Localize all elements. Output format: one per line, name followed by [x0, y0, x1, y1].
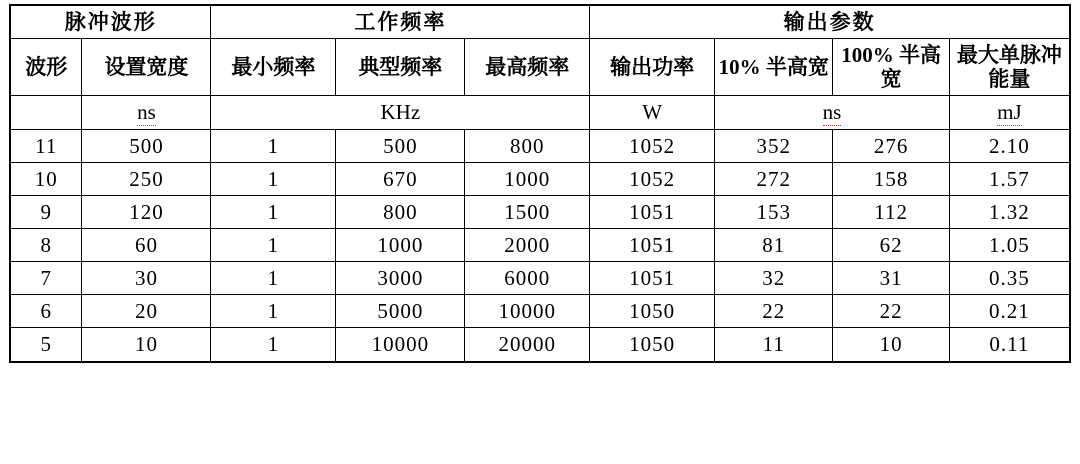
table-cell: 1000 — [336, 228, 465, 261]
group-header-cell: 输出参数 — [590, 5, 1070, 39]
unit-cell: KHz — [211, 96, 590, 129]
table-cell: 1 — [211, 129, 336, 162]
table-cell: 1 — [211, 295, 336, 328]
unit-cell: W — [590, 96, 715, 129]
unit-cell — [10, 96, 82, 129]
table-cell: 670 — [336, 162, 465, 195]
column-header-cell: 典型频率 — [336, 39, 465, 96]
table-cell: 1052 — [590, 162, 715, 195]
table-cell: 1 — [211, 328, 336, 362]
table-cell: 7 — [10, 262, 82, 295]
table-cell: 32 — [715, 262, 833, 295]
column-header-cell: 10% 半高宽 — [715, 39, 833, 96]
table-row — [10, 195, 1070, 228]
table-row — [10, 328, 1070, 362]
table-row — [10, 228, 1070, 261]
column-header-cell: 最高频率 — [465, 39, 590, 96]
table-row — [10, 262, 1070, 295]
table-cell: 10 — [82, 328, 211, 362]
table-cell: 10000 — [465, 295, 590, 328]
group-header-cell: 工作频率 — [211, 5, 590, 39]
table-cell: 1 — [211, 195, 336, 228]
column-header-cell: 输出功率 — [590, 39, 715, 96]
table-cell: 112 — [833, 195, 949, 228]
table-cell: 2000 — [465, 228, 590, 261]
table-body — [10, 5, 1070, 362]
table-cell: 3000 — [336, 262, 465, 295]
table-cell: 60 — [82, 228, 211, 261]
table-cell: 800 — [465, 129, 590, 162]
specification-table — [9, 4, 1071, 363]
table-cell: 1.32 — [949, 195, 1070, 228]
table-cell: 22 — [715, 295, 833, 328]
column-header-cell: 100% 半高宽 — [833, 39, 949, 96]
column-header-cell: 设置宽度 — [82, 39, 211, 96]
table-cell: 20 — [82, 295, 211, 328]
table-cell: 2.10 — [949, 129, 1070, 162]
unit-label: ns — [822, 100, 842, 125]
table-cell: 1050 — [590, 328, 715, 362]
table-cell: 1051 — [590, 228, 715, 261]
table-cell: 1052 — [590, 129, 715, 162]
table-cell: 30 — [82, 262, 211, 295]
table-cell: 120 — [82, 195, 211, 228]
unit-cell — [715, 96, 950, 129]
table-row — [10, 295, 1070, 328]
table-cell: 272 — [715, 162, 833, 195]
table-cell: 62 — [833, 228, 949, 261]
table-cell: 81 — [715, 228, 833, 261]
unit-row — [10, 96, 1070, 129]
table-cell: 1 — [211, 262, 336, 295]
table-row — [10, 162, 1070, 195]
table-cell: 31 — [833, 262, 949, 295]
table-cell: 10 — [10, 162, 82, 195]
table-cell: 1 — [211, 228, 336, 261]
table-cell: 8 — [10, 228, 82, 261]
table-cell: 500 — [82, 129, 211, 162]
table-cell: 1051 — [590, 195, 715, 228]
table-cell: 0.11 — [949, 328, 1070, 362]
table-cell: 500 — [336, 129, 465, 162]
column-header-cell: 最小频率 — [211, 39, 336, 96]
unit-label: mJ — [997, 100, 1022, 125]
table-cell: 352 — [715, 129, 833, 162]
table-cell: 10000 — [336, 328, 465, 362]
column-header-row — [10, 39, 1070, 96]
unit-label: ns — [137, 100, 156, 125]
table-cell: 153 — [715, 195, 833, 228]
table-cell: 6000 — [465, 262, 590, 295]
table-cell: 11 — [715, 328, 833, 362]
table-cell: 158 — [833, 162, 949, 195]
table-cell: 5000 — [336, 295, 465, 328]
table-row — [10, 129, 1070, 162]
group-header-row — [10, 5, 1070, 39]
table-cell: 5 — [10, 328, 82, 362]
table-cell: 0.35 — [949, 262, 1070, 295]
unit-cell — [82, 96, 211, 129]
table-cell: 6 — [10, 295, 82, 328]
table-cell: 1.57 — [949, 162, 1070, 195]
table-cell: 1051 — [590, 262, 715, 295]
table-cell: 0.21 — [949, 295, 1070, 328]
table-cell: 11 — [10, 129, 82, 162]
group-header-cell: 脉冲波形 — [10, 5, 211, 39]
table-cell: 250 — [82, 162, 211, 195]
table-cell: 276 — [833, 129, 949, 162]
table-cell: 20000 — [465, 328, 590, 362]
table-cell: 1.05 — [949, 228, 1070, 261]
table-cell: 1050 — [590, 295, 715, 328]
table-cell: 1500 — [465, 195, 590, 228]
table-cell: 1 — [211, 162, 336, 195]
table-cell: 9 — [10, 195, 82, 228]
column-header-cell: 最大单脉冲能量 — [949, 39, 1070, 96]
unit-cell — [949, 96, 1070, 129]
column-header-cell: 波形 — [10, 39, 82, 96]
table-cell: 22 — [833, 295, 949, 328]
table-cell: 1000 — [465, 162, 590, 195]
table-cell: 10 — [833, 328, 949, 362]
table-cell: 800 — [336, 195, 465, 228]
